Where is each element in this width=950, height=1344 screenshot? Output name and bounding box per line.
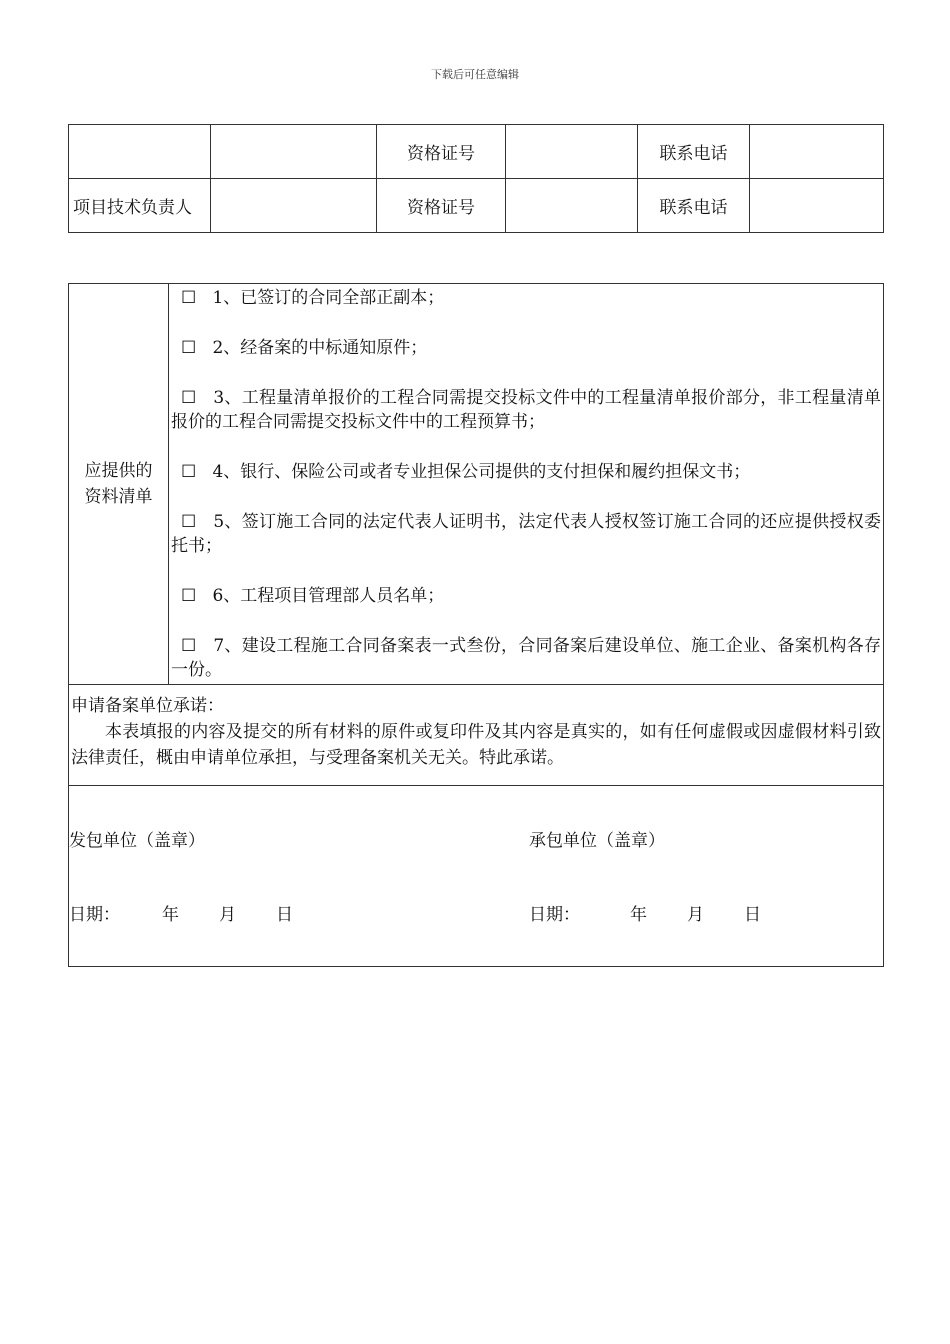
item-text: 7、建设工程施工合同备案表一式叁份，合同备案后建设单位、施工企业、备案机构各存一份。: [171, 636, 881, 680]
date-label: 日期：: [529, 905, 580, 925]
phone-value-cell[interactable]: [750, 179, 884, 233]
signature-row: [69, 786, 884, 967]
role-cell: 项目技术负责人: [69, 179, 211, 233]
role-cell: [69, 125, 211, 179]
checkbox-icon[interactable]: ☐: [181, 512, 197, 532]
date-month: 月: [219, 905, 236, 925]
list-item: [171, 510, 881, 558]
cert-value-cell[interactable]: [506, 179, 638, 233]
commitment-cell: [69, 685, 884, 786]
phone-label: 联系电话: [638, 179, 750, 233]
date-day: 日: [744, 905, 761, 925]
list-item: [171, 460, 881, 484]
header-note: 下载后可任意编辑: [431, 68, 519, 81]
checkbox-icon[interactable]: ☐: [181, 586, 197, 606]
commitment-row: [69, 685, 884, 786]
commitment-body: 本表填报的内容及提交的所有材料的原件或复印件及其内容是真实的，如有任何虚假或因虚假材料引致法律责任，概由申请单位承担，与受理备案机关无关。特此承诺。: [71, 722, 881, 768]
date-day: 日: [276, 905, 293, 925]
cert-value-cell[interactable]: [506, 125, 638, 179]
filing-table: [68, 283, 884, 967]
checkbox-icon[interactable]: ☐: [181, 388, 197, 408]
list-item: [171, 336, 881, 360]
item-text: 3、工程量清单报价的工程合同需提交投标文件中的工程量清单报价部分，非工程量清单报价的工程合同需提交投标文件中的工程预算书；: [171, 388, 881, 432]
date-year: 年: [630, 905, 647, 925]
list-item: [171, 286, 881, 310]
staff-table: [68, 124, 884, 233]
checkbox-icon[interactable]: ☐: [181, 288, 197, 308]
checkbox-icon[interactable]: ☐: [181, 338, 197, 358]
item-text: 5、签订施工合同的法定代表人证明书，法定代表人授权签订施工合同的还应提供授权委托书；: [171, 512, 881, 556]
phone-label: 联系电话: [638, 125, 750, 179]
materials-row: [69, 284, 884, 685]
cert-label: 资格证号: [377, 179, 506, 233]
date-label: 日期：: [69, 905, 120, 925]
contractor-date: [529, 900, 761, 925]
list-item: [171, 386, 881, 434]
list-item: [171, 634, 881, 682]
table-row: [69, 179, 884, 233]
materials-label: [69, 284, 169, 685]
list-item: [171, 584, 881, 608]
name-cell[interactable]: [211, 179, 377, 233]
materials-label-line: 应提供的: [84, 461, 153, 481]
employer-date: [69, 900, 293, 925]
item-text: 6、工程项目管理部人员名单；: [212, 586, 445, 606]
contractor-seal-label: 承包单位（盖章）: [529, 831, 665, 851]
item-text: 1、已签订的合同全部正副本；: [212, 288, 445, 308]
checkbox-icon[interactable]: ☐: [181, 462, 197, 482]
date-month: 月: [687, 905, 704, 925]
signature-cell: [69, 786, 884, 967]
item-text: 2、经备案的中标通知原件；: [212, 338, 428, 358]
materials-list: [169, 284, 884, 685]
item-text: 4、银行、保险公司或者专业担保公司提供的支付担保和履约担保文书；: [212, 462, 751, 482]
employer-seal-label: 发包单位（盖章）: [69, 831, 205, 851]
commitment-title: 申请备案单位承诺：: [71, 696, 224, 716]
name-cell[interactable]: [211, 125, 377, 179]
materials-label-line: 资料清单: [84, 487, 153, 507]
cert-label: 资格证号: [377, 125, 506, 179]
phone-value-cell[interactable]: [750, 125, 884, 179]
date-year: 年: [162, 905, 179, 925]
checkbox-icon[interactable]: ☐: [181, 636, 197, 656]
table-row: [69, 125, 884, 179]
